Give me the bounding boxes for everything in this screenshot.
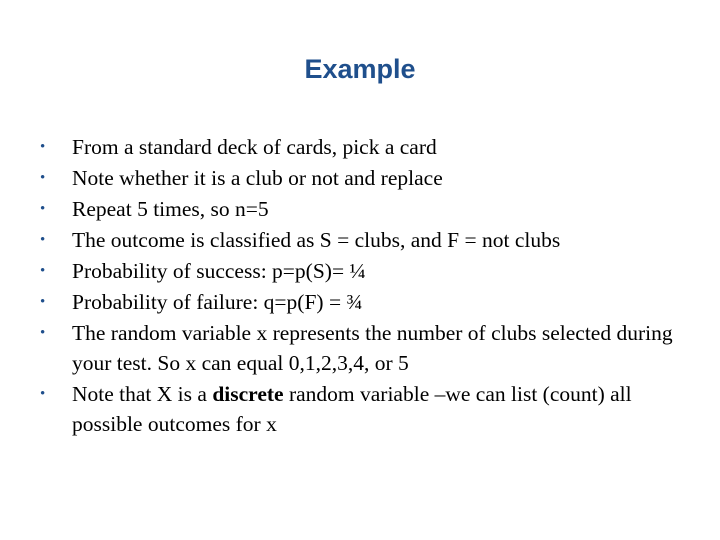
list-item: [40, 194, 690, 224]
list-item: [40, 225, 690, 255]
bullet-text: The outcome is classified as S = clubs, and F = not clubs: [72, 228, 561, 252]
bullet-dot-icon: •: [40, 170, 46, 186]
bullet-dot-icon: •: [40, 386, 46, 402]
bullet-text: From a standard deck of cards, pick a card: [72, 135, 437, 159]
bullet-text: Repeat 5 times, so n=5: [72, 197, 269, 221]
bullet-text: Probability of success: p=p(S)= ¼: [72, 259, 366, 283]
bullet-text-post: random variable –we can list (count) all possible outcomes for x: [72, 382, 632, 436]
list-item: [40, 163, 690, 193]
bullet-dot-icon: •: [40, 232, 46, 248]
list-item: [40, 256, 690, 286]
bullet-dot-icon: •: [40, 201, 46, 217]
slide-title: Example: [304, 54, 416, 84]
bullet-text-bold: discrete: [212, 382, 284, 406]
list-item: [40, 132, 690, 162]
bullet-text-pre: Note that X is a: [72, 382, 213, 406]
bullet-dot-icon: •: [40, 325, 46, 341]
bullet-text: The random variable x represents the number of clubs selected during your test. So x can equal 0,1,2,3,4, or 5: [72, 321, 673, 375]
bullet-dot-icon: •: [40, 263, 46, 279]
list-item: [40, 379, 690, 439]
bullet-text: [72, 382, 632, 436]
bullet-dot-icon: •: [40, 139, 46, 155]
list-item: [40, 287, 690, 317]
bullet-list: [40, 132, 690, 439]
list-item: [40, 318, 690, 378]
bullet-dot-icon: •: [40, 294, 46, 310]
bullet-text: Probability of failure: q=p(F) = ¾: [72, 290, 363, 314]
bullet-text: Note whether it is a club or not and replace: [72, 166, 443, 190]
